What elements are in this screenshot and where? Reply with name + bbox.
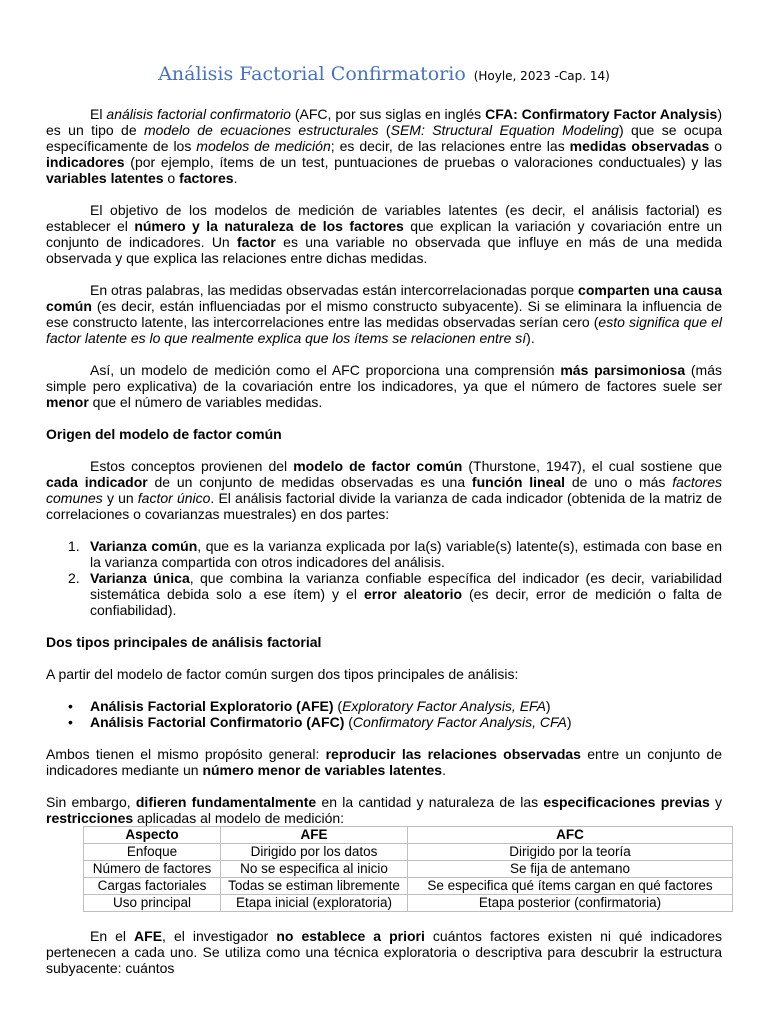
text-run: , que es la varianza explicada por la(s) variable(s) latente(s), estimada con base en la varianza compartida con otros indicadores del análisis.	[90, 538, 723, 570]
bold-text: Varianza única	[90, 570, 190, 586]
list-item	[46, 538, 722, 570]
bold-text: menor	[46, 394, 89, 410]
text-run: entre un conjunto de indicadores mediante un	[46, 746, 723, 778]
text-run: que explican la variación y covariación entre un conjunto de indicadores. Un	[46, 218, 723, 250]
text-run: )	[566, 714, 572, 730]
paragraph-purpose	[46, 746, 722, 778]
table-header-cell: AFE	[221, 827, 408, 844]
italic-text: factores comunes	[46, 474, 722, 506]
text-run: (es decir, están influenciadas por el mismo constructo subyacente). Si se eliminara la influencia de ese constructo latente, las intercorrelaciones entre las medidas observadas serían cero (	[46, 298, 722, 330]
document-title: Análisis Factorial Confirmatorio	[158, 63, 466, 85]
italic-text: modelo de ecuaciones estructurales	[143, 122, 379, 138]
table-header-cell: Aspecto	[84, 827, 221, 844]
table-row	[84, 861, 733, 878]
text-run: o	[709, 138, 723, 154]
table-cell: Se especifica qué ítems cargan en qué factores	[408, 878, 733, 895]
text-run: .	[442, 762, 446, 778]
bold-text: no establece a priori	[276, 928, 425, 944]
paragraph-intro	[46, 106, 722, 186]
text-run: (	[333, 698, 343, 714]
table-row	[84, 895, 733, 912]
text-run: , que combina la varianza confiable específica del indicador (es decir, variabilidad sistemática debida solo a ese ítem) y el	[90, 570, 722, 602]
text-run: El	[90, 106, 107, 122]
table-row	[84, 844, 733, 861]
text-run: y	[709, 794, 722, 810]
text-run: En otras palabras, las medidas observadas están intercorrelacionadas porque	[90, 282, 579, 298]
table-body	[84, 844, 733, 912]
italic-text: SEM: Structural Equation Modeling	[390, 122, 619, 138]
text-run: o	[163, 170, 180, 186]
list-marker: 1.	[68, 538, 80, 554]
bold-text: variables latentes	[46, 170, 164, 186]
italic-text: modelos de medición	[196, 138, 331, 154]
text-run: ).	[526, 330, 535, 346]
italic-text: esto significa que el factor latente es lo que realmente explica que los ítems se relacionen entre sí	[46, 314, 722, 346]
text-run: (por ejemplo, ítems de un test, puntuaciones de pruebas o valoraciones conductuales) y las	[124, 154, 722, 170]
bold-text: indicadores	[46, 154, 125, 170]
text-run: El objetivo de los modelos de medición de variables latentes (es decir, el análisis factorial) es establecer el	[46, 202, 722, 234]
text-run: . El análisis factorial divide la varianza de cada indicador (obtenida de la matriz de correlaciones o covarianzas muestrales) en dos partes:	[46, 490, 723, 522]
table-cell: Cargas factoriales	[84, 878, 221, 895]
table-cell: Etapa inicial (exploratoria)	[221, 895, 408, 912]
paragraph-objective	[46, 202, 722, 266]
document-citation: (Hoyle, 2023 -Cap. 14)	[473, 69, 610, 83]
text-run: de un conjunto de medidas observadas es una	[147, 474, 472, 490]
text-run: que el número de variables medidas.	[88, 394, 323, 410]
bold-text: factores	[179, 170, 234, 186]
variance-list	[46, 538, 722, 618]
bold-text: cada indicador	[46, 474, 148, 490]
bold-text: Análisis Factorial Exploratorio (AFE)	[90, 698, 334, 714]
table-cell: Número de factores	[84, 861, 221, 878]
list-marker: •	[68, 698, 73, 714]
list-item	[46, 714, 722, 730]
table-cell: Se fija de antemano	[408, 861, 733, 878]
paragraph-differences	[46, 794, 722, 826]
text-run: es una variable no observada que influye en más de una medida observada y que explica las relaciones entre dichas medidas.	[46, 234, 722, 266]
paragraph-parsimony	[46, 362, 722, 410]
bold-text: restricciones	[46, 810, 134, 826]
bold-text: error aleatorio	[363, 586, 463, 602]
table-row	[84, 878, 733, 895]
bold-text: factor	[236, 234, 276, 250]
text-run: cuántos factores existen ni qué indicadores pertenecen a cada uno. Se utiliza como una técnica exploratoria o descriptiva para descubrir la estructura subyacente: cuántos	[46, 928, 722, 976]
bold-text: función lineal	[471, 474, 566, 490]
text-run: aplicadas al modelo de medición:	[133, 810, 345, 826]
text-run: ) que se ocupa específicamente de los	[46, 122, 723, 154]
list-item	[46, 698, 722, 714]
bold-text: especificaciones previas	[543, 794, 710, 810]
paragraph-common-factor	[46, 458, 722, 522]
table-cell: Enfoque	[84, 844, 221, 861]
paragraph-other-words	[46, 282, 722, 346]
paragraph-afe	[46, 928, 722, 976]
list-marker: •	[68, 714, 73, 730]
table-cell: No se especifica al inicio	[221, 861, 408, 878]
heading-types: Dos tipos principales de análisis factorial	[46, 634, 322, 650]
bold-text: CFA: Confirmatory Factor Analysis	[485, 106, 718, 122]
paragraph-types-intro	[46, 666, 722, 682]
title-line	[46, 62, 722, 88]
text-run: Así, un modelo de medición como el AFC proporciona una comprensión	[90, 362, 561, 378]
text-run: de uno o más	[565, 474, 673, 490]
list-marker: 2.	[68, 570, 80, 586]
text-run: A partir del modelo de factor común surgen dos tipos principales de análisis:	[46, 666, 519, 682]
comparison-table	[83, 826, 733, 912]
table-cell: Dirigido por la teoría	[408, 844, 733, 861]
text-run: (más simple pero explicativa) de la covariación entre los indicadores, ya que el número de factores suele ser	[46, 362, 723, 394]
text-run: y un	[102, 490, 138, 506]
text-run: en la cantidad y naturaleza de las	[316, 794, 544, 810]
text-run: (es decir, error de medición o falta de confiabilidad).	[90, 586, 722, 618]
analysis-types-list	[46, 698, 722, 730]
italic-text: Confirmatory Factor Analysis, CFA	[352, 714, 567, 730]
italic-text: factor único	[137, 490, 211, 506]
text-run: (Thurstone, 1947), el cual sostiene que	[462, 458, 723, 474]
text-run: Sin embargo,	[46, 794, 136, 810]
list-item	[46, 570, 722, 618]
bold-text: Análisis Factorial Confirmatorio (AFC)	[90, 714, 345, 730]
table-header-cell: AFC	[408, 827, 733, 844]
bold-text: número y la naturaleza de los factores	[134, 218, 404, 234]
text-run: Ambos tienen el mismo propósito general:	[46, 746, 326, 762]
text-run: (AFC, por sus siglas en inglés	[290, 106, 486, 122]
bold-text: medidas observadas	[569, 138, 710, 154]
table-cell: Dirigido por los datos	[221, 844, 408, 861]
text-run: , el investigador	[162, 928, 277, 944]
bold-text: número menor de variables latentes	[202, 762, 443, 778]
bold-text: comparten una causa común	[46, 282, 723, 314]
text-run: )	[545, 698, 551, 714]
table-cell: Uso principal	[84, 895, 221, 912]
table-cell: Todas se estiman libremente	[221, 878, 408, 895]
bold-text: modelo de factor común	[293, 458, 463, 474]
text-run: (	[344, 714, 353, 730]
text-run: En el	[90, 928, 135, 944]
text-run: ; es decir, de las relaciones entre las	[330, 138, 570, 154]
italic-text: análisis factorial confirmatorio	[106, 106, 291, 122]
table-header-row	[84, 827, 733, 844]
bold-text: Varianza común	[90, 538, 198, 554]
text-run: .	[233, 170, 238, 186]
heading-origin: Origen del modelo de factor común	[46, 426, 282, 442]
text-run: (	[378, 122, 391, 138]
table-cell: Etapa posterior (confirmatoria)	[408, 895, 733, 912]
italic-text: Exploratory Factor Analysis, EFA	[342, 698, 546, 714]
text-run: ) es un tipo de	[46, 106, 722, 138]
bold-text: difieren fundamentalmente	[135, 794, 317, 810]
bold-text: AFE	[134, 928, 163, 944]
bold-text: reproducir las relaciones observadas	[325, 746, 581, 762]
text-run: Estos conceptos provienen del	[90, 458, 294, 474]
bold-text: más parsimoniosa	[560, 362, 686, 378]
